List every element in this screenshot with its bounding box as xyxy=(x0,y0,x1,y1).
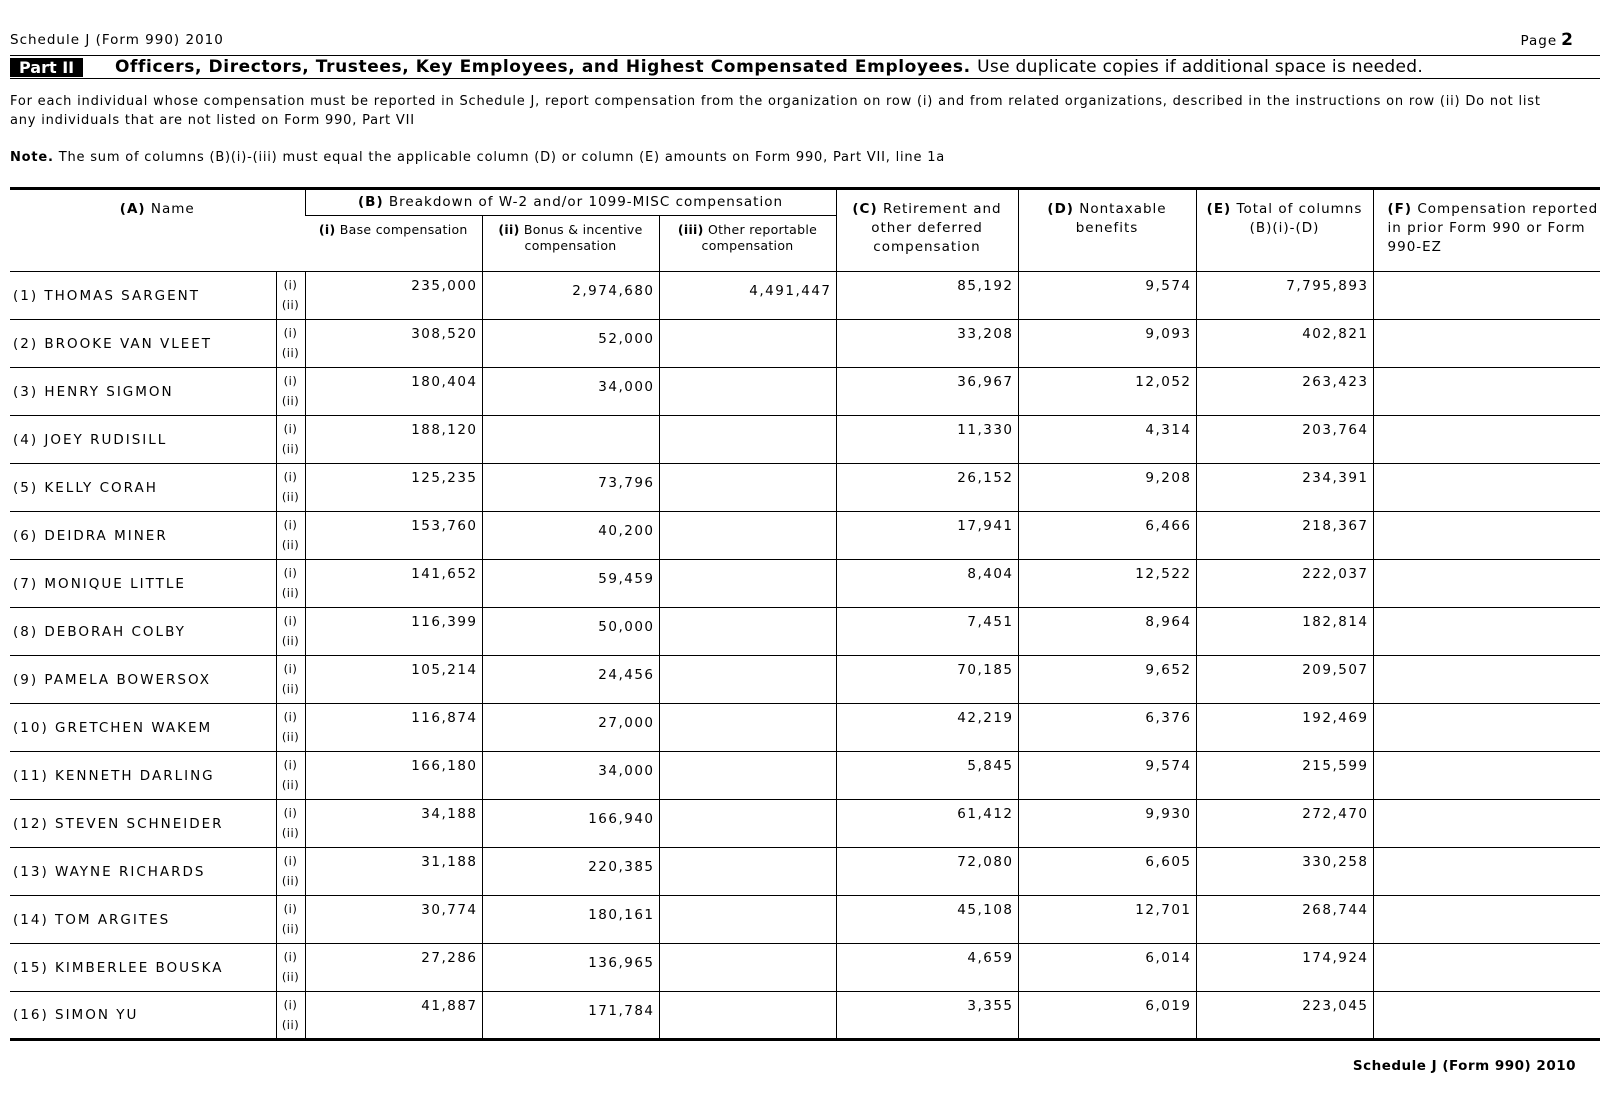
col-header-b3 xyxy=(659,216,836,272)
row-markers xyxy=(276,896,305,944)
row-marker-ii: (ii) xyxy=(281,586,300,600)
row-marker-i: (i) xyxy=(283,278,298,292)
row-marker-ii: (ii) xyxy=(281,922,300,936)
cell-prior-compensation xyxy=(1373,896,1600,944)
row-marker-i: (i) xyxy=(283,806,298,820)
note-text: The sum of columns (B)(i)-(iii) must equal the applicable column (D) or column (E) amounts on Form 990, Part VII, line 1a xyxy=(58,150,946,165)
cell-bonus-compensation: 220,385 xyxy=(482,848,659,896)
cell-other-compensation xyxy=(659,320,836,368)
cell-total: 174,924 xyxy=(1196,944,1373,992)
cell-total: 192,469 xyxy=(1196,704,1373,752)
cell-bonus-compensation: 27,000 xyxy=(482,704,659,752)
col-header-f xyxy=(1373,189,1600,272)
part-title-bold: Officers, Directors, Trustees, Key Employees, and Highest Compensated Employees. xyxy=(115,57,971,77)
cell-prior-compensation xyxy=(1373,944,1600,992)
cell-base-compensation: 27,286 xyxy=(305,944,482,992)
cell-total: 272,470 xyxy=(1196,800,1373,848)
row-name: (8) DEBORAH COLBY xyxy=(10,608,276,656)
part-title xyxy=(115,57,1423,77)
table-row xyxy=(10,560,1600,608)
cell-nontaxable-benefits: 12,052 xyxy=(1018,368,1196,416)
compensation-table xyxy=(10,187,1600,1041)
row-markers xyxy=(276,944,305,992)
row-markers xyxy=(276,800,305,848)
row-marker-ii: (ii) xyxy=(281,826,300,840)
part-badge: Part II xyxy=(10,58,83,77)
cell-other-compensation xyxy=(659,608,836,656)
row-name: (10) GRETCHEN WAKEM xyxy=(10,704,276,752)
cell-total: 223,045 xyxy=(1196,992,1373,1040)
cell-nontaxable-benefits: 12,522 xyxy=(1018,560,1196,608)
cell-nontaxable-benefits: 4,314 xyxy=(1018,416,1196,464)
cell-retirement-compensation: 7,451 xyxy=(836,608,1018,656)
cell-total: 218,367 xyxy=(1196,512,1373,560)
cell-retirement-compensation: 61,412 xyxy=(836,800,1018,848)
cell-prior-compensation xyxy=(1373,992,1600,1040)
cell-total: 330,258 xyxy=(1196,848,1373,896)
col-header-b xyxy=(305,189,836,216)
cell-retirement-compensation: 85,192 xyxy=(836,272,1018,320)
cell-nontaxable-benefits: 6,466 xyxy=(1018,512,1196,560)
cell-other-compensation xyxy=(659,752,836,800)
cell-other-compensation xyxy=(659,992,836,1040)
cell-bonus-compensation: 73,796 xyxy=(482,464,659,512)
row-name: (7) MONIQUE LITTLE xyxy=(10,560,276,608)
page-footer: Schedule J (Form 990) 2010 xyxy=(1352,1058,1576,1074)
cell-total: 215,599 xyxy=(1196,752,1373,800)
cell-other-compensation xyxy=(659,656,836,704)
row-markers xyxy=(276,656,305,704)
row-marker-i: (i) xyxy=(283,998,298,1012)
table-row xyxy=(10,752,1600,800)
row-markers xyxy=(276,512,305,560)
cell-retirement-compensation: 11,330 xyxy=(836,416,1018,464)
cell-prior-compensation xyxy=(1373,608,1600,656)
cell-prior-compensation xyxy=(1373,560,1600,608)
col-header-b2 xyxy=(482,216,659,272)
row-name: (13) WAYNE RICHARDS xyxy=(10,848,276,896)
row-name: (16) SIMON YU xyxy=(10,992,276,1040)
row-marker-i: (i) xyxy=(283,950,298,964)
cell-nontaxable-benefits: 9,574 xyxy=(1018,752,1196,800)
table-row xyxy=(10,320,1600,368)
row-markers xyxy=(276,368,305,416)
row-markers xyxy=(276,752,305,800)
row-name: (6) DEIDRA MINER xyxy=(10,512,276,560)
row-markers xyxy=(276,608,305,656)
cell-total: 263,423 xyxy=(1196,368,1373,416)
col-header-e xyxy=(1196,189,1373,272)
cell-nontaxable-benefits: 9,208 xyxy=(1018,464,1196,512)
row-marker-i: (i) xyxy=(283,614,298,628)
row-marker-ii: (ii) xyxy=(281,394,300,408)
col-b1-label: Base compensation xyxy=(339,222,468,237)
cell-base-compensation: 166,180 xyxy=(305,752,482,800)
col-header-a xyxy=(10,189,305,272)
row-marker-ii: (ii) xyxy=(281,682,300,696)
col-f-letter: (F) xyxy=(1387,201,1413,217)
row-marker-i: (i) xyxy=(283,854,298,868)
cell-bonus-compensation: 166,940 xyxy=(482,800,659,848)
cell-base-compensation: 188,120 xyxy=(305,416,482,464)
cell-prior-compensation xyxy=(1373,656,1600,704)
row-name: (11) KENNETH DARLING xyxy=(10,752,276,800)
cell-other-compensation: 4,491,447 xyxy=(659,272,836,320)
cell-base-compensation: 34,188 xyxy=(305,800,482,848)
cell-retirement-compensation: 72,080 xyxy=(836,848,1018,896)
cell-prior-compensation xyxy=(1373,368,1600,416)
row-marker-ii: (ii) xyxy=(281,1018,300,1032)
cell-bonus-compensation: 171,784 xyxy=(482,992,659,1040)
col-b-label: Breakdown of W-2 and/or 1099-MISC compensation xyxy=(388,194,784,210)
row-marker-i: (i) xyxy=(283,374,298,388)
cell-base-compensation: 41,887 xyxy=(305,992,482,1040)
row-name: (9) PAMELA BOWERSOX xyxy=(10,656,276,704)
cell-other-compensation xyxy=(659,896,836,944)
row-marker-i: (i) xyxy=(283,518,298,532)
cell-other-compensation xyxy=(659,560,836,608)
cell-base-compensation: 30,774 xyxy=(305,896,482,944)
row-markers xyxy=(276,560,305,608)
cell-retirement-compensation: 17,941 xyxy=(836,512,1018,560)
cell-other-compensation xyxy=(659,704,836,752)
cell-nontaxable-benefits: 6,376 xyxy=(1018,704,1196,752)
cell-retirement-compensation: 42,219 xyxy=(836,704,1018,752)
cell-nontaxable-benefits: 9,574 xyxy=(1018,272,1196,320)
cell-base-compensation: 105,214 xyxy=(305,656,482,704)
col-c-label: Retirement and other deferred compensation xyxy=(871,201,1002,255)
table-row xyxy=(10,512,1600,560)
row-marker-ii: (ii) xyxy=(281,874,300,888)
cell-bonus-compensation: 180,161 xyxy=(482,896,659,944)
cell-prior-compensation xyxy=(1373,416,1600,464)
table-row xyxy=(10,992,1600,1040)
row-name: (2) BROOKE VAN VLEET xyxy=(10,320,276,368)
cell-prior-compensation xyxy=(1373,704,1600,752)
row-marker-ii: (ii) xyxy=(281,442,300,456)
cell-other-compensation xyxy=(659,800,836,848)
row-marker-i: (i) xyxy=(283,662,298,676)
col-header-b1 xyxy=(305,216,482,272)
cell-retirement-compensation: 5,845 xyxy=(836,752,1018,800)
cell-prior-compensation xyxy=(1373,752,1600,800)
table-row xyxy=(10,656,1600,704)
table-row xyxy=(10,368,1600,416)
row-marker-i: (i) xyxy=(283,710,298,724)
form-page xyxy=(10,0,1600,1098)
col-d-letter: (D) xyxy=(1047,201,1074,217)
cell-total: 203,764 xyxy=(1196,416,1373,464)
row-name: (4) JOEY RUDISILL xyxy=(10,416,276,464)
cell-retirement-compensation: 26,152 xyxy=(836,464,1018,512)
row-name: (1) THOMAS SARGENT xyxy=(10,272,276,320)
cell-bonus-compensation: 136,965 xyxy=(482,944,659,992)
row-marker-i: (i) xyxy=(283,566,298,580)
note xyxy=(10,150,1570,165)
cell-other-compensation xyxy=(659,512,836,560)
col-b1-letter: (i) xyxy=(318,222,336,237)
table-row xyxy=(10,272,1600,320)
row-markers xyxy=(276,320,305,368)
col-d-label: Nontaxable benefits xyxy=(1075,201,1167,236)
page-label: Page xyxy=(1520,33,1558,49)
cell-nontaxable-benefits: 12,701 xyxy=(1018,896,1196,944)
col-b3-letter: (iii) xyxy=(677,222,704,237)
compensation-rows xyxy=(10,272,1600,1040)
instructions-text: For each individual whose compensation must be reported in Schedule J, report compensation from the organization on row (i) and from related organizations, described in the instructions on row (ii) Do not list any individuals that are not listed on Form 990, Part VII xyxy=(10,94,1541,128)
col-a-label: Name xyxy=(150,201,195,217)
row-marker-ii: (ii) xyxy=(281,490,300,504)
cell-nontaxable-benefits: 9,093 xyxy=(1018,320,1196,368)
schedule-label: Schedule J (Form 990) 2010 xyxy=(10,32,224,48)
cell-base-compensation: 116,399 xyxy=(305,608,482,656)
row-marker-ii: (ii) xyxy=(281,634,300,648)
row-markers xyxy=(276,416,305,464)
cell-retirement-compensation: 33,208 xyxy=(836,320,1018,368)
row-name: (14) TOM ARGITES xyxy=(10,896,276,944)
cell-prior-compensation xyxy=(1373,800,1600,848)
col-e-label: Total of columns (B)(i)-(D) xyxy=(1236,201,1363,236)
part-header xyxy=(10,55,1600,79)
cell-other-compensation xyxy=(659,368,836,416)
row-markers xyxy=(276,272,305,320)
cell-nontaxable-benefits: 9,652 xyxy=(1018,656,1196,704)
cell-base-compensation: 116,874 xyxy=(305,704,482,752)
table-row xyxy=(10,896,1600,944)
row-marker-ii: (ii) xyxy=(281,778,300,792)
page-header xyxy=(10,30,1580,52)
cell-total: 209,507 xyxy=(1196,656,1373,704)
row-marker-i: (i) xyxy=(283,902,298,916)
cell-base-compensation: 180,404 xyxy=(305,368,482,416)
col-e-letter: (E) xyxy=(1206,201,1232,217)
page-number-value: 2 xyxy=(1561,30,1574,50)
cell-total: 402,821 xyxy=(1196,320,1373,368)
col-c-letter: (C) xyxy=(852,201,878,217)
cell-bonus-compensation: 40,200 xyxy=(482,512,659,560)
col-header-d xyxy=(1018,189,1196,272)
cell-retirement-compensation: 8,404 xyxy=(836,560,1018,608)
row-marker-ii: (ii) xyxy=(281,298,300,312)
table-row xyxy=(10,464,1600,512)
row-name: (3) HENRY SIGMON xyxy=(10,368,276,416)
cell-bonus-compensation: 2,974,680 xyxy=(482,272,659,320)
cell-retirement-compensation: 4,659 xyxy=(836,944,1018,992)
cell-base-compensation: 125,235 xyxy=(305,464,482,512)
cell-retirement-compensation: 3,355 xyxy=(836,992,1018,1040)
cell-base-compensation: 141,652 xyxy=(305,560,482,608)
cell-bonus-compensation xyxy=(482,416,659,464)
note-label: Note. xyxy=(10,150,54,165)
cell-prior-compensation xyxy=(1373,512,1600,560)
row-name: (5) KELLY CORAH xyxy=(10,464,276,512)
row-marker-i: (i) xyxy=(283,326,298,340)
row-name: (15) KIMBERLEE BOUSKA xyxy=(10,944,276,992)
table-row xyxy=(10,848,1600,896)
cell-base-compensation: 235,000 xyxy=(305,272,482,320)
cell-bonus-compensation: 24,456 xyxy=(482,656,659,704)
cell-retirement-compensation: 45,108 xyxy=(836,896,1018,944)
row-marker-i: (i) xyxy=(283,758,298,772)
cell-base-compensation: 308,520 xyxy=(305,320,482,368)
col-b2-label: Bonus & incentive compensation xyxy=(523,222,643,253)
cell-nontaxable-benefits: 6,019 xyxy=(1018,992,1196,1040)
cell-prior-compensation xyxy=(1373,848,1600,896)
cell-total: 7,795,893 xyxy=(1196,272,1373,320)
table-row xyxy=(10,704,1600,752)
cell-bonus-compensation: 50,000 xyxy=(482,608,659,656)
col-b2-letter: (ii) xyxy=(498,222,520,237)
cell-other-compensation xyxy=(659,416,836,464)
cell-base-compensation: 153,760 xyxy=(305,512,482,560)
cell-total: 268,744 xyxy=(1196,896,1373,944)
part-title-suffix: Use duplicate copies if additional space is needed. xyxy=(977,57,1424,77)
cell-prior-compensation xyxy=(1373,464,1600,512)
col-b-letter: (B) xyxy=(357,194,384,210)
row-marker-ii: (ii) xyxy=(281,538,300,552)
cell-other-compensation xyxy=(659,464,836,512)
cell-bonus-compensation: 59,459 xyxy=(482,560,659,608)
cell-total: 222,037 xyxy=(1196,560,1373,608)
row-markers xyxy=(276,464,305,512)
table-row xyxy=(10,608,1600,656)
row-name: (12) STEVEN SCHNEIDER xyxy=(10,800,276,848)
row-markers xyxy=(276,704,305,752)
row-marker-ii: (ii) xyxy=(281,346,300,360)
cell-total: 182,814 xyxy=(1196,608,1373,656)
row-markers xyxy=(276,848,305,896)
cell-nontaxable-benefits: 6,014 xyxy=(1018,944,1196,992)
cell-other-compensation xyxy=(659,944,836,992)
row-marker-ii: (ii) xyxy=(281,970,300,984)
cell-base-compensation: 31,188 xyxy=(305,848,482,896)
table-row xyxy=(10,416,1600,464)
cell-nontaxable-benefits: 9,930 xyxy=(1018,800,1196,848)
cell-bonus-compensation: 52,000 xyxy=(482,320,659,368)
table-row xyxy=(10,944,1600,992)
row-marker-i: (i) xyxy=(283,422,298,436)
cell-nontaxable-benefits: 8,964 xyxy=(1018,608,1196,656)
row-markers xyxy=(276,992,305,1040)
cell-retirement-compensation: 36,967 xyxy=(836,368,1018,416)
cell-prior-compensation xyxy=(1373,272,1600,320)
cell-bonus-compensation: 34,000 xyxy=(482,752,659,800)
row-marker-i: (i) xyxy=(283,470,298,484)
cell-retirement-compensation: 70,185 xyxy=(836,656,1018,704)
page-number xyxy=(1520,30,1574,50)
col-a-letter: (A) xyxy=(119,201,146,217)
cell-total: 234,391 xyxy=(1196,464,1373,512)
row-marker-ii: (ii) xyxy=(281,730,300,744)
col-f-label: Compensation reported in prior Form 990 or Form 990-EZ xyxy=(1387,201,1599,255)
col-b3-label: Other reportable compensation xyxy=(701,222,818,253)
col-header-c xyxy=(836,189,1018,272)
cell-prior-compensation xyxy=(1373,320,1600,368)
cell-other-compensation xyxy=(659,848,836,896)
cell-nontaxable-benefits: 6,605 xyxy=(1018,848,1196,896)
table-row xyxy=(10,800,1600,848)
cell-bonus-compensation: 34,000 xyxy=(482,368,659,416)
